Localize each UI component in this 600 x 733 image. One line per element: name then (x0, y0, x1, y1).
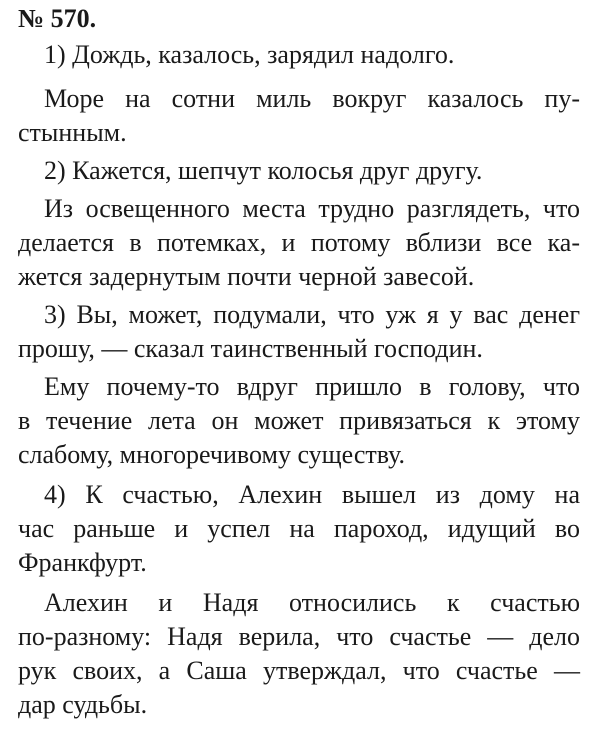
text-line: 4) К счастью, Алехин вышел из дому на (44, 480, 580, 509)
exercise-number: № 570. (18, 4, 97, 33)
paragraph-4 (18, 192, 580, 294)
paragraph-3 (18, 154, 580, 188)
text-line: Ему почему-то вдруг пришло в голову, что (44, 372, 580, 401)
text-line: Из освещенного места трудно разглядеть, что (44, 194, 580, 223)
text-line: стынным. (18, 118, 127, 147)
paragraph-6 (18, 370, 580, 472)
paragraph-1 (18, 38, 580, 72)
text-line: дар судьбы. (18, 690, 148, 719)
text-line: Франкфурт. (18, 548, 147, 577)
text-line: рук своих, а Саша утверждал, что счастье — (18, 656, 580, 685)
text-line: 2) Кажется, шепчут колосья друг другу. (44, 156, 483, 185)
text-line: Алехин и Надя относились к счастью (44, 588, 580, 617)
paragraph-8 (18, 586, 580, 722)
paragraph-5 (18, 298, 580, 366)
text-line: по-разному: Надя верила, что счастье — дело (18, 622, 580, 651)
text-line: Море на сотни миль вокруг казалось пу- (44, 84, 580, 113)
text-line: прошу, — сказал таинственный господин. (18, 334, 483, 363)
paragraph-2 (18, 82, 580, 150)
text-line: делается в потемках, и потому вблизи все ка- (18, 228, 580, 257)
text-line: в течение лета он может привязаться к этому (18, 406, 580, 435)
text-line: слабому, многоречивому существу. (18, 440, 406, 469)
text-line: жется задернутым почти черной завесой. (18, 262, 475, 291)
text-line: час раньше и успел на пароход, идущий во (18, 514, 580, 543)
paragraph-7 (18, 478, 580, 580)
text-line: 3) Вы, может, подумали, что уж я у вас денег (44, 300, 580, 329)
text-line: 1) Дождь, казалось, зарядил надолго. (44, 40, 455, 69)
